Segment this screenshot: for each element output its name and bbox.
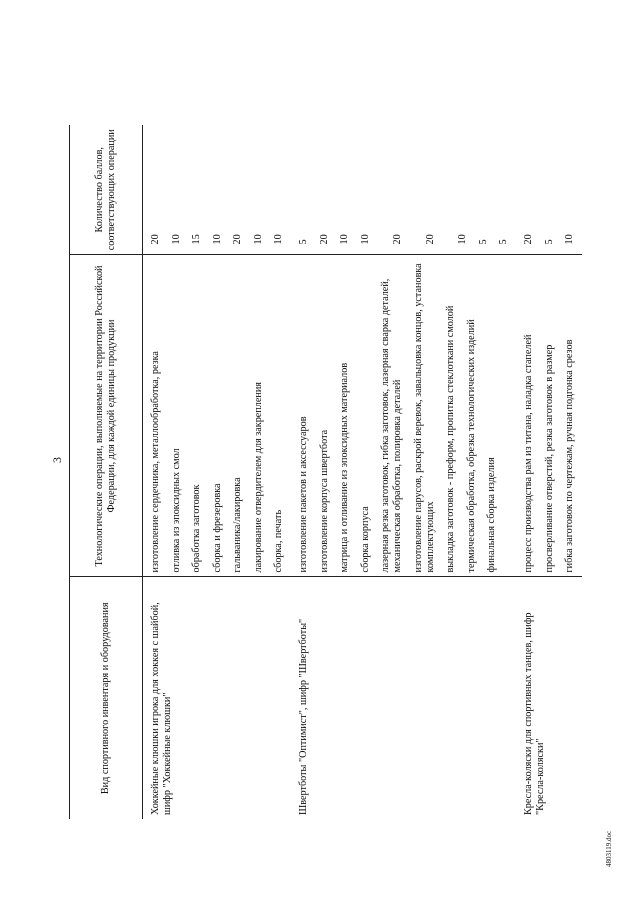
operation-text: сборка, печать	[273, 509, 284, 573]
points-value: 5	[543, 239, 555, 245]
operation-text: изготовление сердечника, металлообработка, резка	[150, 351, 161, 573]
operation-text: просверливание отверстий, резка заготовок в размер	[543, 344, 555, 573]
points-value: 10	[359, 234, 371, 245]
points-value: 15	[191, 234, 202, 245]
operation-text: термическая обработка, обрезка технологических изделий	[465, 319, 477, 573]
points-value: 20	[318, 234, 330, 245]
operation-text: сборка и фрезеровка	[211, 483, 223, 573]
points-value: 10	[211, 234, 223, 245]
operation-text: лакирование отвердителем для закрепления	[252, 382, 264, 573]
points-value: 10	[457, 234, 468, 245]
operation-text: изготовление парусов, раскрой веревок, завальцовка концов, установка комплектующих	[412, 263, 436, 573]
column-header-item: Вид спортивного инвентаря и оборудования	[70, 577, 143, 819]
points-wheelchairs	[516, 125, 582, 255]
operations-sailboats	[291, 255, 516, 577]
operation-text: лазерная резка заготовок, гибка заготовок, лазерная сварка деталей, механическая обработка, полировка деталей	[380, 278, 403, 573]
points-value: 10	[564, 234, 575, 245]
points-value: 20	[232, 234, 243, 245]
operation-text: сборка корпуса	[359, 506, 371, 573]
points-value: 10	[170, 234, 182, 245]
operation-text: изготовление пакетов и аксессуаров	[298, 416, 309, 573]
operation-text: процесс производства рам из титана, наладка стапелей	[523, 334, 534, 573]
table-row	[143, 125, 292, 819]
operation-text: финальная сборка изделия	[486, 457, 497, 573]
points-hockey-sticks	[143, 125, 292, 255]
points-value: 10	[252, 234, 264, 245]
points-value: 10	[339, 234, 350, 245]
points-value: 20	[150, 234, 161, 245]
points-value: 20	[392, 234, 403, 245]
operation-text: обработка заготовок	[191, 484, 202, 573]
document-footer: 4803119.doc	[605, 830, 613, 867]
operation-text: отливка из эпоксидных смол	[170, 448, 182, 573]
column-header-operations: Технологические операции, выполняемые на территории Российской Федерации, для каждой единицы продукции	[70, 255, 143, 577]
table-row	[516, 125, 582, 819]
item-hockey-sticks: Хоккейные клюшки игрока для хоккея с шайбой, шифр "Хоккейные клюшки"	[150, 602, 173, 815]
operation-text: выкладка заготовок - преформ, пропитка стеклоткани смолой	[445, 305, 456, 573]
table-header-row	[70, 125, 143, 819]
operation-text: изготовление корпуса швертбота	[318, 429, 330, 573]
table-row	[291, 125, 516, 819]
column-header-points: Количество баллов, соответствующих операции	[70, 125, 143, 255]
page-number: 3	[50, 457, 64, 463]
points-value: 5	[498, 239, 509, 245]
points-value: 10	[273, 234, 284, 245]
points-sailboats	[291, 125, 516, 255]
item-sailboats: Швертботы "Оптимист", шифр "Швертботы"	[298, 618, 309, 815]
points-value: 5	[477, 239, 489, 245]
operations-wheelchairs	[516, 255, 582, 577]
operation-text: гибка заготовок по чертежам, ручная подгонка срезов	[564, 339, 575, 573]
operations-hockey-sticks	[143, 255, 292, 577]
points-value: 20	[424, 234, 436, 245]
points-value: 5	[298, 239, 309, 245]
operations-table	[69, 125, 582, 819]
operation-text: матрица и отливание из эпоксидных материалов	[339, 362, 350, 573]
points-value: 20	[523, 234, 534, 245]
operation-text: гальваника/лакировка	[232, 477, 243, 573]
item-wheelchairs: Кресла-коляски для спортивных танцев, шифр "Кресла-коляски"	[523, 612, 546, 815]
